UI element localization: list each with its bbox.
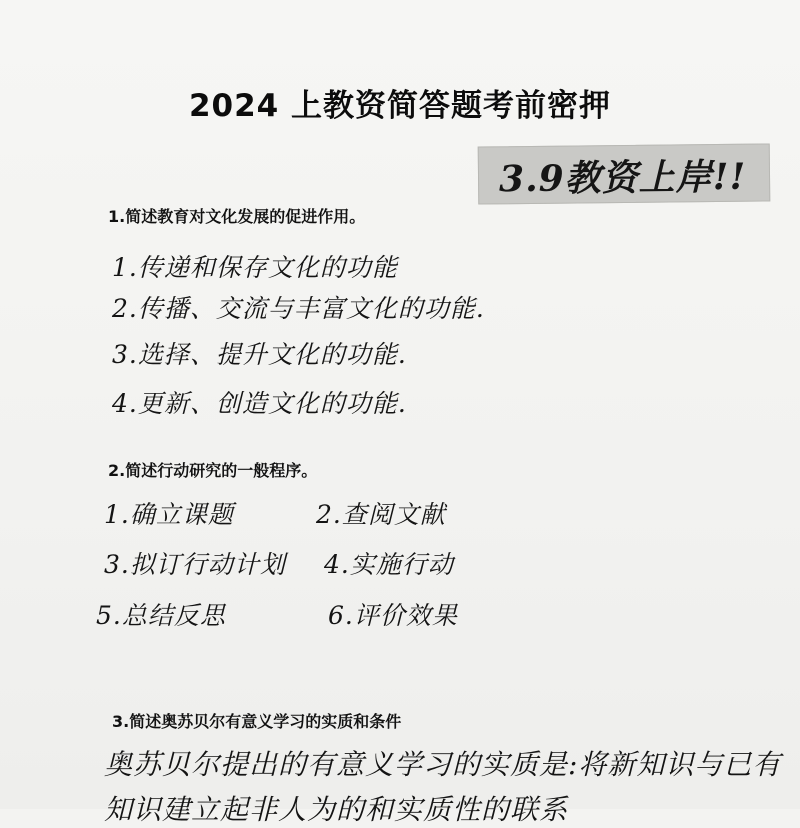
page-title: 2024 上教资简答题考前密押 [188,88,612,124]
stamp-text: 3.9教资上岸!! [498,155,747,201]
section-1-answer-3: 3.选择、提升文化的功能. [112,340,407,369]
section-2-answer-4: 4.实施行动 [324,550,454,579]
section-1-heading: 1.简述教育对文化发展的促进作用。 [108,207,366,226]
section-2-answer-3: 3.拟订行动计划 [104,550,286,579]
section-1-answer-4: 4.更新、创造文化的功能. [112,389,407,418]
section-2-answer-2: 2.查阅文献 [316,500,446,529]
section-2-answer-1: 1.确立课题 [104,500,234,529]
section-2-answer-6: 6.评价效果 [328,601,458,630]
section-3-heading: 3.简述奥苏贝尔有意义学习的实质和条件 [112,712,402,731]
section-3-answer-1: 奥苏贝尔提出的有意义学习的实质是:将新知识与已有 [104,748,782,781]
section-1-answer-2: 2.传播、交流与丰富文化的功能. [112,294,485,323]
section-1-answer-1: 1.传递和保存文化的功能 [112,253,398,282]
section-2-heading: 2.简述行动研究的一般程序。 [108,461,318,480]
section-2-answer-5: 5.总结反思 [96,601,226,630]
stamp-label [478,143,771,204]
section-3-answer-2: 知识建立起非人为的和实质性的联系 [104,793,569,826]
